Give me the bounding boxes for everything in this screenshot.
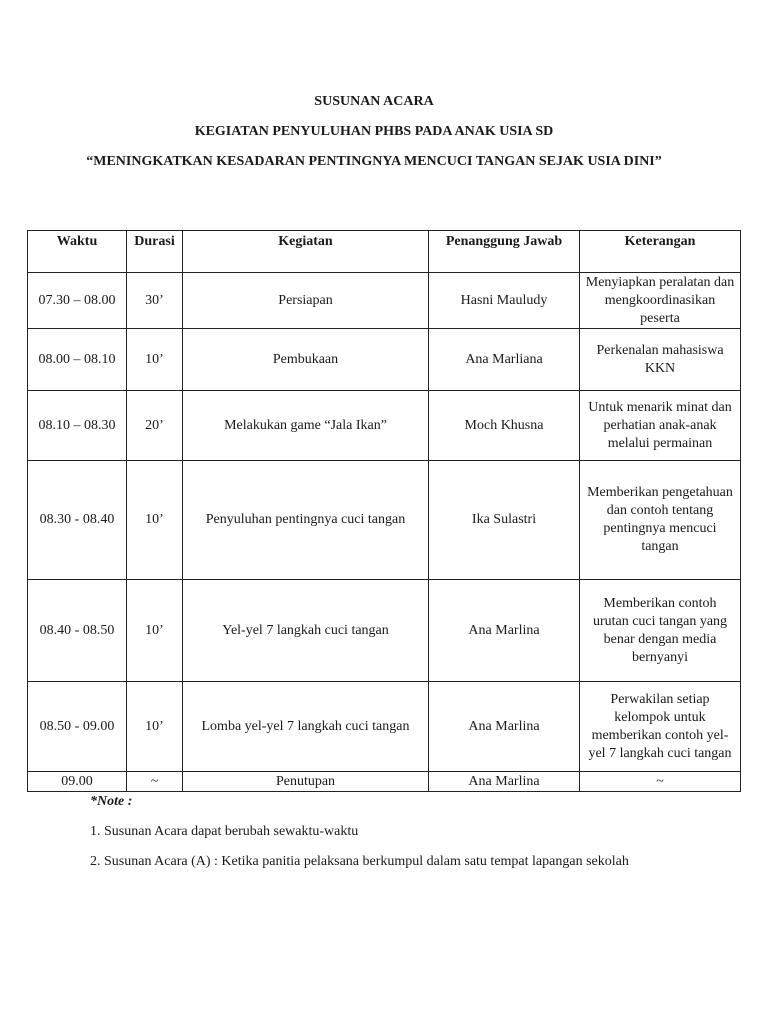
cell-waktu: 09.00 <box>28 772 127 792</box>
cell-durasi: 10’ <box>127 580 183 682</box>
table-row <box>28 273 741 329</box>
table-row <box>28 329 741 391</box>
document-title: SUSUNAN ACARA <box>314 94 434 109</box>
cell-durasi: 30’ <box>127 273 183 329</box>
cell-penanggung-jawab: Ana Marlina <box>429 682 580 772</box>
cell-durasi: 10’ <box>127 329 183 391</box>
cell-keterangan: Memberikan pengetahuan dan contoh tentang pentingnya mencuci tangan <box>580 461 741 580</box>
cell-kegiatan: Yel-yel 7 langkah cuci tangan <box>183 580 429 682</box>
cell-keterangan: Menyiapkan peralatan dan mengkoordinasikan peserta <box>580 273 741 329</box>
header-durasi: Durasi <box>127 231 183 273</box>
header-kegiatan: Kegiatan <box>183 231 429 273</box>
document-subtitle: KEGIATAN PENYULUHAN PHBS PADA ANAK USIA SD <box>194 124 554 139</box>
cell-kegiatan: Penyuluhan pentingnya cuci tangan <box>183 461 429 580</box>
cell-penanggung-jawab: Hasni Mauludy <box>429 273 580 329</box>
cell-penanggung-jawab: Moch Khusna <box>429 391 580 461</box>
table-row <box>28 391 741 461</box>
cell-waktu: 08.00 – 08.10 <box>28 329 127 391</box>
cell-kegiatan: Penutupan <box>183 772 429 792</box>
table-header-row <box>28 231 741 273</box>
cell-keterangan: Perwakilan setiap kelompok untuk memberikan contoh yel-yel 7 langkah cuci tangan <box>580 682 741 772</box>
table-row <box>28 461 741 580</box>
cell-keterangan: Untuk menarik minat dan perhatian anak-anak melalui permainan <box>580 391 741 461</box>
cell-waktu: 08.50 - 09.00 <box>28 682 127 772</box>
cell-waktu: 08.40 - 08.50 <box>28 580 127 682</box>
cell-durasi: ~ <box>127 772 183 792</box>
cell-keterangan: Perkenalan mahasiswa KKN <box>580 329 741 391</box>
header-penanggung-jawab: Penanggung Jawab <box>429 231 580 273</box>
cell-penanggung-jawab: Ika Sulastri <box>429 461 580 580</box>
note-title: *Note : <box>90 794 133 809</box>
cell-kegiatan: Persiapan <box>183 273 429 329</box>
cell-keterangan: Memberikan contoh urutan cuci tangan yang benar dengan media bernyanyi <box>580 580 741 682</box>
header-keterangan: Keterangan <box>580 231 741 273</box>
cell-kegiatan: Pembukaan <box>183 329 429 391</box>
document-theme: “MENINGKATKAN KESADARAN PENTINGNYA MENCUCI TANGAN SEJAK USIA DINI” <box>86 154 662 169</box>
cell-kegiatan: Lomba yel-yel 7 langkah cuci tangan <box>183 682 429 772</box>
cell-waktu: 08.30 - 08.40 <box>28 461 127 580</box>
cell-waktu: 08.10 – 08.30 <box>28 391 127 461</box>
cell-penanggung-jawab: Ana Marliana <box>429 329 580 391</box>
cell-penanggung-jawab: Ana Marlina <box>429 580 580 682</box>
table-row <box>28 682 741 772</box>
note-item: 2. Susunan Acara (A) : Ketika panitia pelaksana berkumpul dalam satu tempat lapangan sekolah <box>90 854 629 869</box>
cell-kegiatan: Melakukan game “Jala Ikan” <box>183 391 429 461</box>
cell-keterangan: ~ <box>580 772 741 792</box>
note-item: 1. Susunan Acara dapat berubah sewaktu-waktu <box>90 824 359 839</box>
cell-waktu: 07.30 – 08.00 <box>28 273 127 329</box>
schedule-table <box>27 230 741 792</box>
header-waktu: Waktu <box>28 231 127 273</box>
cell-durasi: 10’ <box>127 682 183 772</box>
cell-penanggung-jawab: Ana Marlina <box>429 772 580 792</box>
cell-durasi: 10’ <box>127 461 183 580</box>
cell-durasi: 20’ <box>127 391 183 461</box>
table-row <box>28 772 741 792</box>
table-row <box>28 580 741 682</box>
